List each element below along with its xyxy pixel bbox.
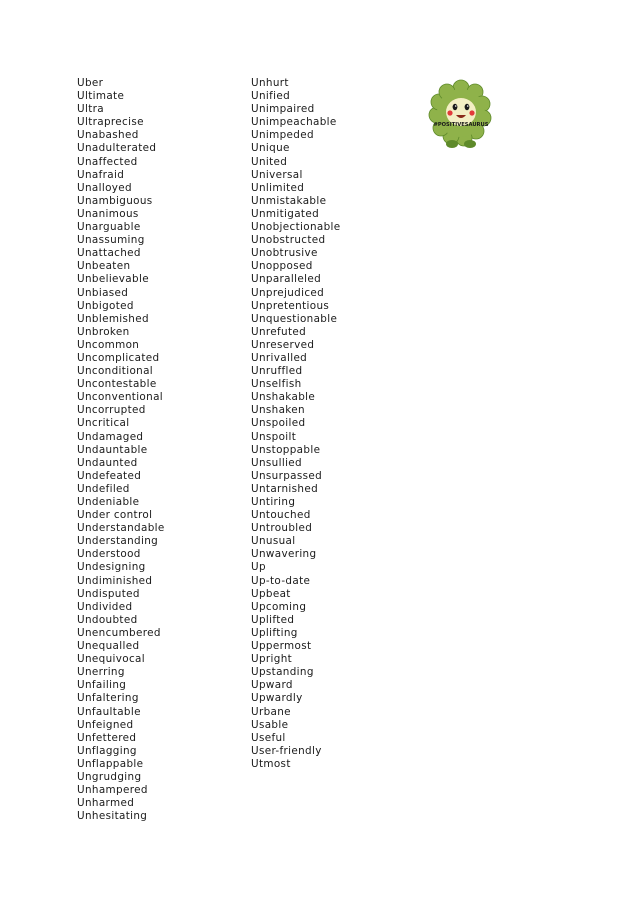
word-item: Unadulterated bbox=[77, 142, 157, 155]
word-item: Unparalleled bbox=[251, 273, 322, 286]
word-item: Unhurt bbox=[251, 77, 289, 89]
logo-eye-left bbox=[453, 104, 458, 110]
word-item: Unattached bbox=[77, 247, 141, 260]
word-item: Unobtrusive bbox=[251, 247, 318, 260]
word-item: Unfeigned bbox=[77, 718, 134, 731]
word-item: Uber bbox=[77, 77, 104, 89]
word-item: Untarnished bbox=[251, 482, 319, 495]
logo-eye-right bbox=[465, 104, 470, 110]
word-item: Ultimate bbox=[77, 90, 125, 103]
word-item: Unbigoted bbox=[77, 299, 134, 312]
word-item: Unfaultable bbox=[77, 705, 141, 718]
word-item: Uplifting bbox=[251, 626, 298, 639]
word-item: Undefeated bbox=[77, 469, 142, 482]
word-item: Undaunted bbox=[77, 456, 138, 469]
word-item: Unfailing bbox=[77, 679, 127, 692]
word-item: Unafraid bbox=[77, 168, 125, 181]
word-item: Uncommon bbox=[77, 338, 140, 351]
word-item: Uplifted bbox=[251, 613, 295, 626]
word-item: Ungrudging bbox=[77, 770, 142, 783]
word-item: Unlimited bbox=[251, 181, 305, 194]
word-item: Unhesitating bbox=[77, 810, 148, 823]
word-item: Unfaltering bbox=[77, 692, 139, 705]
word-item: United bbox=[251, 155, 288, 168]
word-item: Unalloyed bbox=[77, 181, 132, 194]
word-item: Undesigning bbox=[77, 561, 146, 574]
word-item: Unimpeachable bbox=[251, 116, 337, 129]
word-item: Untouched bbox=[251, 509, 311, 522]
word-item: Unsurpassed bbox=[251, 469, 323, 482]
word-item: Unconditional bbox=[77, 365, 154, 378]
word-item: Undamaged bbox=[77, 430, 144, 443]
word-item: Unobjectionable bbox=[251, 221, 341, 234]
word-item: Uncontestable bbox=[77, 378, 157, 391]
word-item: Ultra bbox=[77, 103, 104, 116]
word-item: Unified bbox=[251, 90, 291, 103]
word-item: Unquestionable bbox=[251, 312, 338, 325]
word-item: Undauntable bbox=[77, 443, 148, 456]
word-item: Unfettered bbox=[77, 731, 137, 744]
word-item: Useful bbox=[251, 731, 286, 744]
word-item: Unencumbered bbox=[77, 626, 161, 639]
word-item: Upright bbox=[251, 653, 293, 666]
word-item: Unshakable bbox=[251, 391, 316, 404]
word-item: Unhampered bbox=[77, 784, 148, 797]
word-item: Unanimous bbox=[77, 207, 139, 220]
word-item: Ultraprecise bbox=[77, 116, 144, 129]
logo-text: #POSITIVESAURUS bbox=[433, 122, 489, 128]
word-item: Unpretentious bbox=[251, 299, 330, 312]
word-item: Under control bbox=[77, 509, 153, 522]
word-item: Uncomplicated bbox=[77, 351, 160, 364]
word-item: Urbane bbox=[251, 705, 291, 718]
word-item: Unequalled bbox=[77, 640, 140, 653]
word-item: Understood bbox=[77, 548, 141, 561]
word-item: Unimpaired bbox=[251, 103, 315, 116]
word-item: Undoubted bbox=[77, 613, 138, 626]
word-item: Unrefuted bbox=[251, 325, 307, 338]
word-item: Unequivocal bbox=[77, 653, 145, 666]
word-item: Upward bbox=[251, 679, 293, 692]
word-item: Unambiguous bbox=[77, 194, 153, 207]
word-item: Unaffected bbox=[77, 155, 138, 168]
word-item: Unmistakable bbox=[251, 194, 327, 207]
word-item: Unerring bbox=[77, 666, 125, 679]
word-item: Undefiled bbox=[77, 482, 130, 495]
word-column-left bbox=[77, 77, 165, 823]
word-item: Upwardly bbox=[251, 692, 303, 705]
word-item: Unarguable bbox=[77, 221, 141, 234]
word-item: Undisputed bbox=[77, 587, 140, 600]
word-item: Unflagging bbox=[77, 744, 137, 757]
word-item: Unassuming bbox=[77, 234, 145, 247]
word-item: Uncorrupted bbox=[77, 404, 146, 417]
word-item: Up bbox=[251, 561, 266, 574]
word-item: Up-to-date bbox=[251, 574, 311, 587]
word-item: Untroubled bbox=[251, 522, 313, 535]
word-item: Unflappable bbox=[77, 757, 144, 770]
word-item: Unconventional bbox=[77, 391, 164, 404]
word-item: Upstanding bbox=[251, 666, 314, 679]
word-item: Upbeat bbox=[251, 587, 291, 600]
word-item: Uncritical bbox=[77, 417, 130, 430]
word-item: Unbeaten bbox=[77, 260, 131, 273]
word-item: Uppermost bbox=[251, 640, 312, 653]
word-item: Unbiased bbox=[77, 286, 129, 299]
word-item: Unwavering bbox=[251, 548, 317, 561]
word-item: Understanding bbox=[77, 535, 159, 548]
word-item: Unusual bbox=[251, 535, 296, 548]
positivesaurus-logo bbox=[428, 78, 494, 150]
word-item: Unopposed bbox=[251, 260, 313, 273]
word-item: Usable bbox=[251, 718, 289, 731]
word-item: Unique bbox=[251, 142, 290, 155]
word-item: Unrivalled bbox=[251, 351, 308, 364]
word-item: Unshaken bbox=[251, 404, 305, 417]
word-item: Unprejudiced bbox=[251, 286, 325, 299]
word-item: Upcoming bbox=[251, 600, 307, 613]
word-item: User-friendly bbox=[251, 744, 322, 757]
word-item: Undiminished bbox=[77, 574, 153, 587]
word-item: Unobstructed bbox=[251, 234, 326, 247]
word-item: Unblemished bbox=[77, 312, 149, 325]
word-item: Unselfish bbox=[251, 378, 302, 391]
word-item: Unreserved bbox=[251, 338, 315, 351]
word-item: Utmost bbox=[251, 757, 291, 770]
word-item: Universal bbox=[251, 168, 303, 181]
word-item: Unimpeded bbox=[251, 129, 314, 142]
word-item: Unspoilt bbox=[251, 430, 297, 443]
word-item: Unbroken bbox=[77, 325, 130, 338]
word-item: Unabashed bbox=[77, 129, 139, 142]
word-item: Understandable bbox=[77, 522, 165, 535]
word-item: Undivided bbox=[77, 600, 133, 613]
word-item: Unstoppable bbox=[251, 443, 321, 456]
word-item: Unspoiled bbox=[251, 417, 306, 430]
word-item: Unbelievable bbox=[77, 273, 149, 286]
word-item: Undeniable bbox=[77, 496, 140, 508]
word-item: Unruffled bbox=[251, 365, 303, 378]
word-item: Unsullied bbox=[251, 456, 302, 469]
word-item: Untiring bbox=[251, 496, 296, 508]
word-item: Unharmed bbox=[77, 797, 135, 810]
word-item: Unmitigated bbox=[251, 207, 320, 220]
word-column-right bbox=[251, 77, 341, 771]
